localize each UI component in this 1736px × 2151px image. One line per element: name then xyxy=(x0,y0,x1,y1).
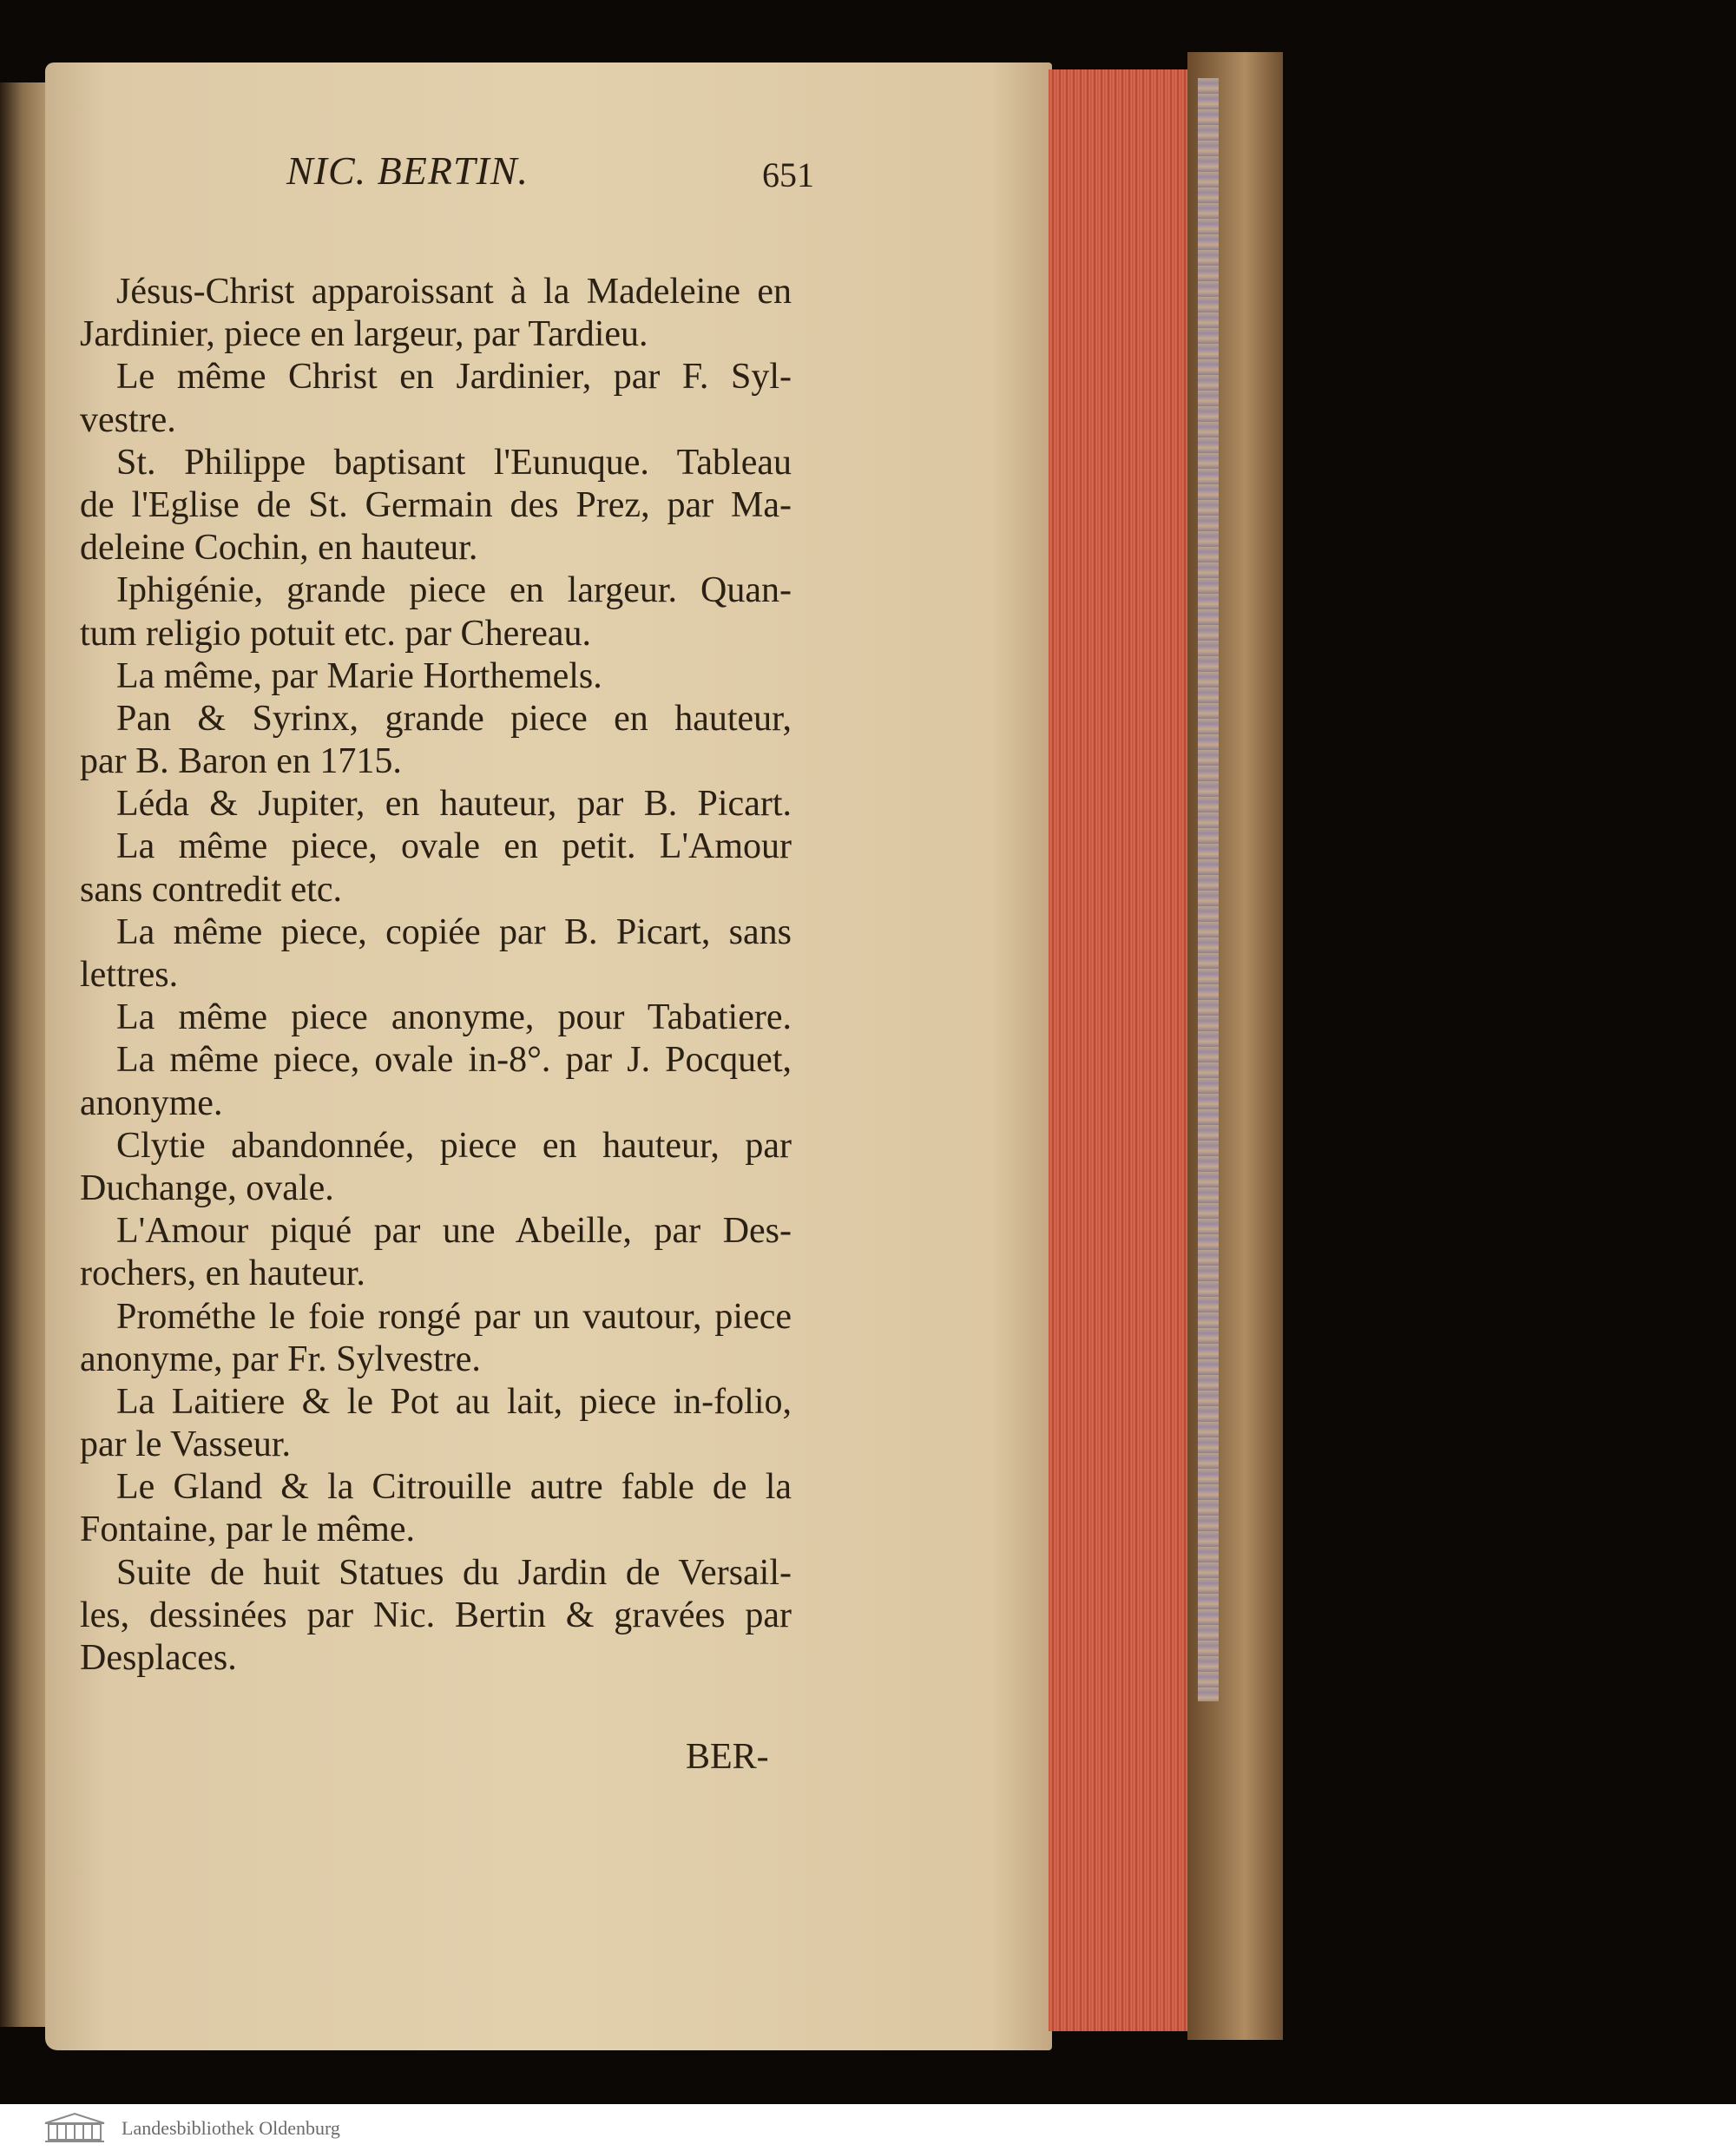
text-line: La même, par Marie Horthemels. xyxy=(116,655,602,696)
previous-page-edge xyxy=(0,82,50,2027)
text-line: Fontaine, par le même. xyxy=(80,1510,416,1550)
text-line: Prométhe le foie rongé par un vautour, piece xyxy=(116,1296,792,1337)
text-line: Iphigénie, grande piece en largeur. Quan- xyxy=(116,570,792,611)
text-line: Jésus-Christ apparoissant à la Madeleine en xyxy=(116,272,792,312)
text-line: vestre. xyxy=(80,399,176,440)
text-line: Pan & Syrinx, grande piece en hauteur, xyxy=(116,698,792,739)
text-line: par B. Baron en 1715. xyxy=(80,741,402,782)
text-line: Le même Christ en Jardinier, par F. Syl- xyxy=(116,357,792,398)
text-line: Jardinier, piece en largeur, par Tardieu. xyxy=(80,314,648,355)
page-edges-red xyxy=(1049,69,1187,2031)
text-line: lettres. xyxy=(80,955,179,995)
text-line: La même piece, copiée par B. Picart, sans xyxy=(116,911,792,952)
text-line: deleine Cochin, en hauteur. xyxy=(80,528,478,569)
text-line: rochers, en hauteur. xyxy=(80,1253,365,1294)
page-number: 651 xyxy=(762,155,814,194)
text-line: Clytie abandonnée, piece en hauteur, par xyxy=(116,1125,792,1166)
text-line: Léda & Jupiter, en hauteur, par B. Picart. xyxy=(116,784,792,825)
page-header xyxy=(286,148,894,208)
catchword: BER- xyxy=(686,1737,769,1777)
body-text xyxy=(80,271,792,1680)
text-line: anonyme. xyxy=(80,1082,223,1123)
text-line: tum religio potuit etc. par Chereau. xyxy=(80,613,591,654)
text-line: St. Philippe baptisant l'Eunuque. Tableau xyxy=(116,442,792,483)
text-line: de l'Eglise de St. Germain des Prez, par Ma- xyxy=(80,484,792,525)
library-name: Landesbibliothek Oldenburg xyxy=(122,2117,340,2139)
text-line: Desplaces. xyxy=(80,1638,237,1678)
text-line: Duchange, ovale. xyxy=(80,1168,334,1208)
text-line: Suite de huit Statues du Jardin de Versail- xyxy=(116,1552,792,1593)
text-line: les, dessinées par Nic. Bertin & gravées par xyxy=(80,1595,792,1635)
text-line: anonyme, par Fr. Sylvestre. xyxy=(80,1339,481,1379)
library-building-icon xyxy=(42,2111,108,2144)
text-line: L'Amour piqué par une Abeille, par Des- xyxy=(116,1211,792,1252)
text-line: La Laitiere & le Pot au lait, piece in-folio, xyxy=(116,1381,792,1422)
text-line: Le Gland & la Citrouille autre fable de la xyxy=(116,1467,792,1508)
text-line: par le Vasseur. xyxy=(80,1424,291,1465)
text-line: La même piece, ovale en petit. L'Amour xyxy=(116,826,792,867)
running-title: NIC. BERTIN. xyxy=(286,148,529,193)
text-line: La même piece, ovale in-8°. par J. Pocquet, xyxy=(116,1040,792,1081)
text-line: sans contredit etc. xyxy=(80,869,343,910)
text-line: La même piece anonyme, pour Tabatiere. xyxy=(116,997,792,1038)
marbled-paper-strip xyxy=(1198,78,1219,1701)
footer-bar xyxy=(0,2104,1736,2151)
